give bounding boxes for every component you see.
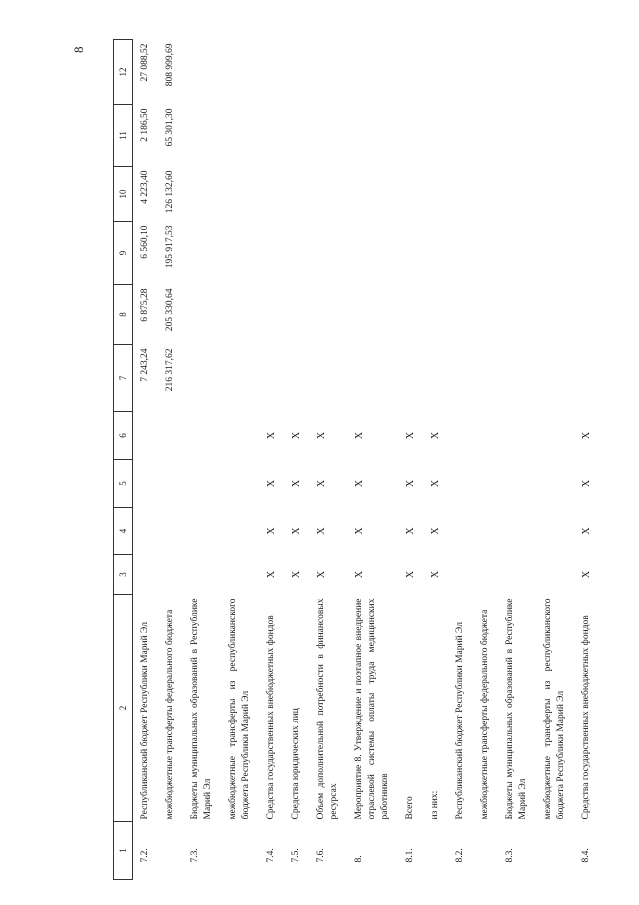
value-cell (574, 285, 599, 345)
value-cell (221, 345, 259, 412)
value-cell (473, 167, 498, 222)
row-label-line: Республиканский бюджет Республики Марий Эл (140, 622, 150, 820)
row-label-line: Средства государственных внебюджетных фондов (266, 615, 276, 820)
row-label (574, 595, 599, 822)
mark-cell: X (354, 570, 365, 579)
row-number: 7.5. (291, 848, 301, 863)
row-label-line: межбюджетные трансферты федерального бюджета (165, 609, 175, 820)
value-cell: 126 132,60 (165, 170, 175, 214)
mark-cell: X (291, 431, 302, 440)
value-cell: 65 301,30 (165, 108, 175, 147)
value-cell (259, 105, 284, 167)
value-cell (259, 345, 284, 412)
table-header (114, 40, 133, 880)
row-label-line: работников (380, 773, 390, 820)
mark-cell (158, 460, 183, 508)
column-number-9: 9 (114, 222, 133, 285)
mark-cell (448, 460, 473, 508)
table-row (183, 40, 221, 880)
mark-cell: X (316, 570, 327, 579)
value-cell (574, 345, 599, 412)
row-label (259, 595, 284, 822)
column-number-10: 10 (114, 167, 133, 222)
mark-cell: X (430, 527, 441, 535)
value-cell (309, 345, 347, 412)
value-cell (574, 40, 599, 105)
table-row (284, 40, 309, 880)
value-cell (221, 167, 259, 222)
table-body (133, 40, 600, 880)
column-number-8: 8 (114, 285, 133, 345)
row-label-line: отраслевой системы оплаты труда медицинских (367, 598, 377, 820)
value-cell (448, 285, 473, 345)
row-label-line: Средства государственных внебюджетных фондов (581, 615, 591, 820)
mark-cell: X (405, 479, 416, 488)
mark-cell (536, 460, 574, 508)
row-number (158, 822, 183, 880)
row-number: 7.4. (266, 848, 276, 863)
value-cell (423, 345, 448, 412)
table-row (574, 40, 599, 880)
value-cell (423, 105, 448, 167)
value-cell (473, 345, 498, 412)
row-label (158, 595, 183, 822)
mark-cell: X (266, 527, 277, 535)
value-cell (473, 285, 498, 345)
value-cell (423, 167, 448, 222)
table-row (536, 40, 574, 880)
column-number-4: 4 (114, 508, 133, 555)
value-cell (448, 222, 473, 285)
value-cell (347, 167, 398, 222)
value-cell (536, 285, 574, 345)
value-cell (398, 285, 423, 345)
value-cell (309, 40, 347, 105)
value-cell (309, 105, 347, 167)
row-label-line: ресурсах (329, 783, 339, 820)
mark-cell (183, 555, 221, 595)
value-cell (183, 285, 221, 345)
mark-cell: X (291, 570, 302, 579)
value-cell: 4 223,40 (140, 170, 150, 204)
mark-cell (498, 555, 536, 595)
value-cell (574, 167, 599, 222)
row-number (473, 822, 498, 880)
row-number: 8. (354, 855, 364, 863)
table-row (133, 40, 159, 880)
mark-cell (536, 412, 574, 460)
value-cell (221, 105, 259, 167)
row-label (398, 595, 423, 822)
mark-cell: X (316, 431, 327, 440)
column-number-11: 11 (114, 105, 133, 167)
column-number-12: 12 (114, 40, 133, 105)
value-cell (347, 105, 398, 167)
value-cell (284, 40, 309, 105)
column-number-6: 6 (114, 412, 133, 460)
table-row (448, 40, 473, 880)
value-cell: 7 243,24 (140, 348, 150, 382)
row-label-line: межбюджетные трансферты из республиканского (228, 598, 238, 820)
mark-cell (133, 460, 159, 508)
mark-cell (133, 412, 159, 460)
mark-cell (221, 508, 259, 555)
table-row (309, 40, 347, 880)
value-cell (423, 285, 448, 345)
mark-cell (183, 460, 221, 508)
mark-cell (498, 508, 536, 555)
value-cell (284, 167, 309, 222)
value-cell (398, 40, 423, 105)
mark-cell (498, 412, 536, 460)
table-row (347, 40, 398, 880)
mark-cell: X (405, 527, 416, 535)
table-row (398, 40, 423, 880)
mark-cell (158, 508, 183, 555)
value-cell (473, 222, 498, 285)
mark-cell (536, 555, 574, 595)
value-cell (221, 285, 259, 345)
column-number-row (114, 40, 133, 880)
value-cell (259, 285, 284, 345)
value-cell (309, 167, 347, 222)
value-cell (347, 222, 398, 285)
row-label-line: Республиканский бюджет Республики Марий Эл (455, 622, 465, 820)
value-cell (183, 167, 221, 222)
row-label-line: межбюджетные трансферты федерального бюджета (480, 609, 490, 820)
value-cell (448, 345, 473, 412)
value-cell (498, 105, 536, 167)
row-label (448, 595, 473, 822)
row-label-line: бюджета Республики Марий Эл (241, 690, 251, 820)
mark-cell (158, 412, 183, 460)
value-cell: 27 088,52 (140, 43, 150, 82)
mark-cell: X (266, 431, 277, 440)
value-cell (498, 345, 536, 412)
row-label-line: бюджета Республики Марий Эл (556, 690, 566, 820)
value-cell (347, 40, 398, 105)
row-label (347, 595, 398, 822)
value-cell: 205 330,64 (165, 288, 175, 332)
row-number: 8.1. (405, 848, 415, 863)
table-row (473, 40, 498, 880)
mark-cell (448, 555, 473, 595)
value-cell: 6 875,28 (140, 288, 150, 322)
row-label-line: Марий Эл (203, 778, 213, 820)
mark-cell: X (266, 479, 277, 488)
row-label (473, 595, 498, 822)
row-label (498, 595, 536, 822)
row-label-line: Средства юридических лиц (291, 708, 301, 820)
mark-cell: X (354, 431, 365, 440)
page-number: 8 (71, 46, 86, 53)
value-cell (309, 222, 347, 285)
value-cell (284, 105, 309, 167)
mark-cell: X (581, 527, 592, 535)
mark-cell: X (291, 527, 302, 535)
value-cell (183, 345, 221, 412)
mark-cell: X (266, 570, 277, 579)
value-cell (183, 40, 221, 105)
column-number-1: 1 (114, 822, 133, 880)
column-number-2: 2 (114, 595, 133, 822)
row-label (284, 595, 309, 822)
mark-cell: X (291, 479, 302, 488)
mark-cell: X (316, 527, 327, 535)
row-number: 8.4. (581, 848, 591, 863)
column-number-3: 3 (114, 555, 133, 595)
value-cell: 195 917,53 (165, 225, 175, 269)
value-cell (398, 222, 423, 285)
value-cell (536, 222, 574, 285)
row-number: 7.3. (190, 848, 200, 863)
row-label (423, 595, 448, 822)
mark-cell (221, 412, 259, 460)
row-number (536, 822, 574, 880)
table-row (423, 40, 448, 880)
mark-cell (158, 555, 183, 595)
value-cell (398, 345, 423, 412)
value-cell (448, 40, 473, 105)
value-cell (183, 105, 221, 167)
value-cell: 2 186,50 (140, 108, 150, 142)
value-cell (284, 222, 309, 285)
value-cell (574, 105, 599, 167)
mark-cell (473, 508, 498, 555)
row-label-line: межбюджетные трансферты из республиканского (543, 598, 553, 820)
row-number: 7.6. (316, 848, 326, 863)
table-row (158, 40, 183, 880)
mark-cell (448, 508, 473, 555)
mark-cell (473, 460, 498, 508)
value-cell (536, 105, 574, 167)
mark-cell (473, 412, 498, 460)
value-cell (498, 222, 536, 285)
value-cell (347, 345, 398, 412)
value-cell (536, 345, 574, 412)
mark-cell: X (581, 570, 592, 579)
row-label (536, 595, 574, 822)
table-row (259, 40, 284, 880)
mark-cell: X (430, 570, 441, 579)
column-number-5: 5 (114, 460, 133, 508)
row-number: 7.2. (140, 848, 150, 863)
value-cell (536, 167, 574, 222)
row-number (423, 822, 448, 880)
value-cell: 808 999,69 (165, 43, 175, 87)
value-cell (259, 167, 284, 222)
row-number (221, 822, 259, 880)
value-cell (574, 222, 599, 285)
value-cell: 216 317,62 (165, 348, 175, 392)
value-cell (284, 345, 309, 412)
row-label (183, 595, 221, 822)
row-label (221, 595, 259, 822)
value-cell (473, 105, 498, 167)
mark-cell: X (354, 479, 365, 488)
value-cell (536, 40, 574, 105)
row-label (309, 595, 347, 822)
table-row (498, 40, 536, 880)
mark-cell (498, 460, 536, 508)
row-label-line: Мероприятие 8. Утверждение и поэтапное внедрение (354, 598, 364, 820)
mark-cell: X (354, 527, 365, 535)
column-number-7: 7 (114, 345, 133, 412)
value-cell (448, 105, 473, 167)
value-cell (498, 167, 536, 222)
row-label-line: Бюджеты муниципальных образований в Республике (190, 598, 200, 820)
mark-cell (221, 555, 259, 595)
row-label-line: Объем дополнительной потребности в финансовых (316, 598, 326, 820)
row-label-line: из них: (430, 790, 440, 820)
mark-cell: X (581, 479, 592, 488)
mark-cell: X (430, 431, 441, 440)
value-cell (423, 222, 448, 285)
mark-cell (183, 508, 221, 555)
value-cell (221, 40, 259, 105)
mark-cell: X (405, 570, 416, 579)
row-label (133, 595, 159, 822)
mark-cell (473, 555, 498, 595)
mark-cell (133, 508, 159, 555)
row-label-line: Всего (405, 796, 415, 820)
mark-cell (221, 460, 259, 508)
value-cell (473, 40, 498, 105)
value-cell (183, 222, 221, 285)
value-cell (498, 40, 536, 105)
value-cell (221, 222, 259, 285)
mark-cell (536, 508, 574, 555)
value-cell: 6 560,10 (140, 225, 150, 259)
mark-cell (183, 412, 221, 460)
mark-cell: X (581, 431, 592, 440)
row-number: 8.2. (455, 848, 465, 863)
value-cell (398, 167, 423, 222)
row-label-line: Бюджеты муниципальных образований в Республике (505, 598, 515, 820)
table-row (221, 40, 259, 880)
value-cell (398, 105, 423, 167)
mark-cell: X (405, 431, 416, 440)
value-cell (498, 285, 536, 345)
mark-cell (133, 555, 159, 595)
row-label-line: Марий Эл (518, 778, 528, 820)
value-cell (448, 167, 473, 222)
financing-table (113, 39, 599, 880)
value-cell (284, 285, 309, 345)
mark-cell (448, 412, 473, 460)
value-cell (259, 40, 284, 105)
value-cell (347, 285, 398, 345)
row-number: 8.3. (505, 848, 515, 863)
value-cell (423, 40, 448, 105)
mark-cell: X (430, 479, 441, 488)
value-cell (259, 222, 284, 285)
mark-cell: X (316, 479, 327, 488)
value-cell (309, 285, 347, 345)
